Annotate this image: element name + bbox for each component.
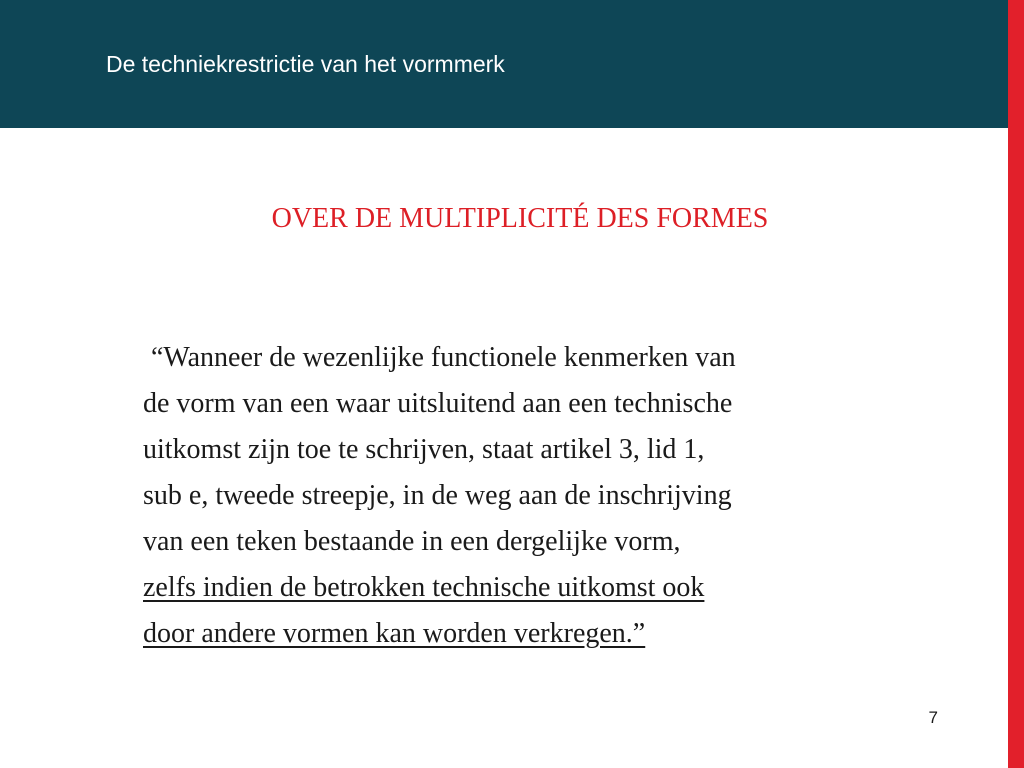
right-accent-stripe xyxy=(1008,0,1024,768)
quote-line: de vorm van een waar uitsluitend aan een technische xyxy=(143,388,733,419)
slide-title: De techniekrestrictie van het vormmerk xyxy=(106,51,505,77)
underlined-text: door andere vormen kan worden verkregen.” xyxy=(143,618,646,649)
quote-line-underlined xyxy=(143,611,963,657)
section-heading: OVER DE MULTIPLICITÉ DES FORMES xyxy=(271,203,769,234)
quote-line: sub e, tweede streepje, in de weg aan de inschrijving xyxy=(143,480,732,511)
header-bar xyxy=(0,0,1008,128)
quote-line: “Wanneer de wezenlijke functionele kenmerken van xyxy=(151,342,736,373)
quote-line: van een teken bestaande in een dergelijke vorm, xyxy=(143,526,681,557)
quote-block xyxy=(143,335,963,657)
page-number: 7 xyxy=(928,708,938,727)
quote-line-underlined xyxy=(143,565,963,611)
quote-line: uitkomst zijn toe te schrijven, staat artikel 3, lid 1, xyxy=(143,434,705,465)
underlined-text: zelfs indien de betrokken technische uitkomst ook xyxy=(143,572,705,603)
